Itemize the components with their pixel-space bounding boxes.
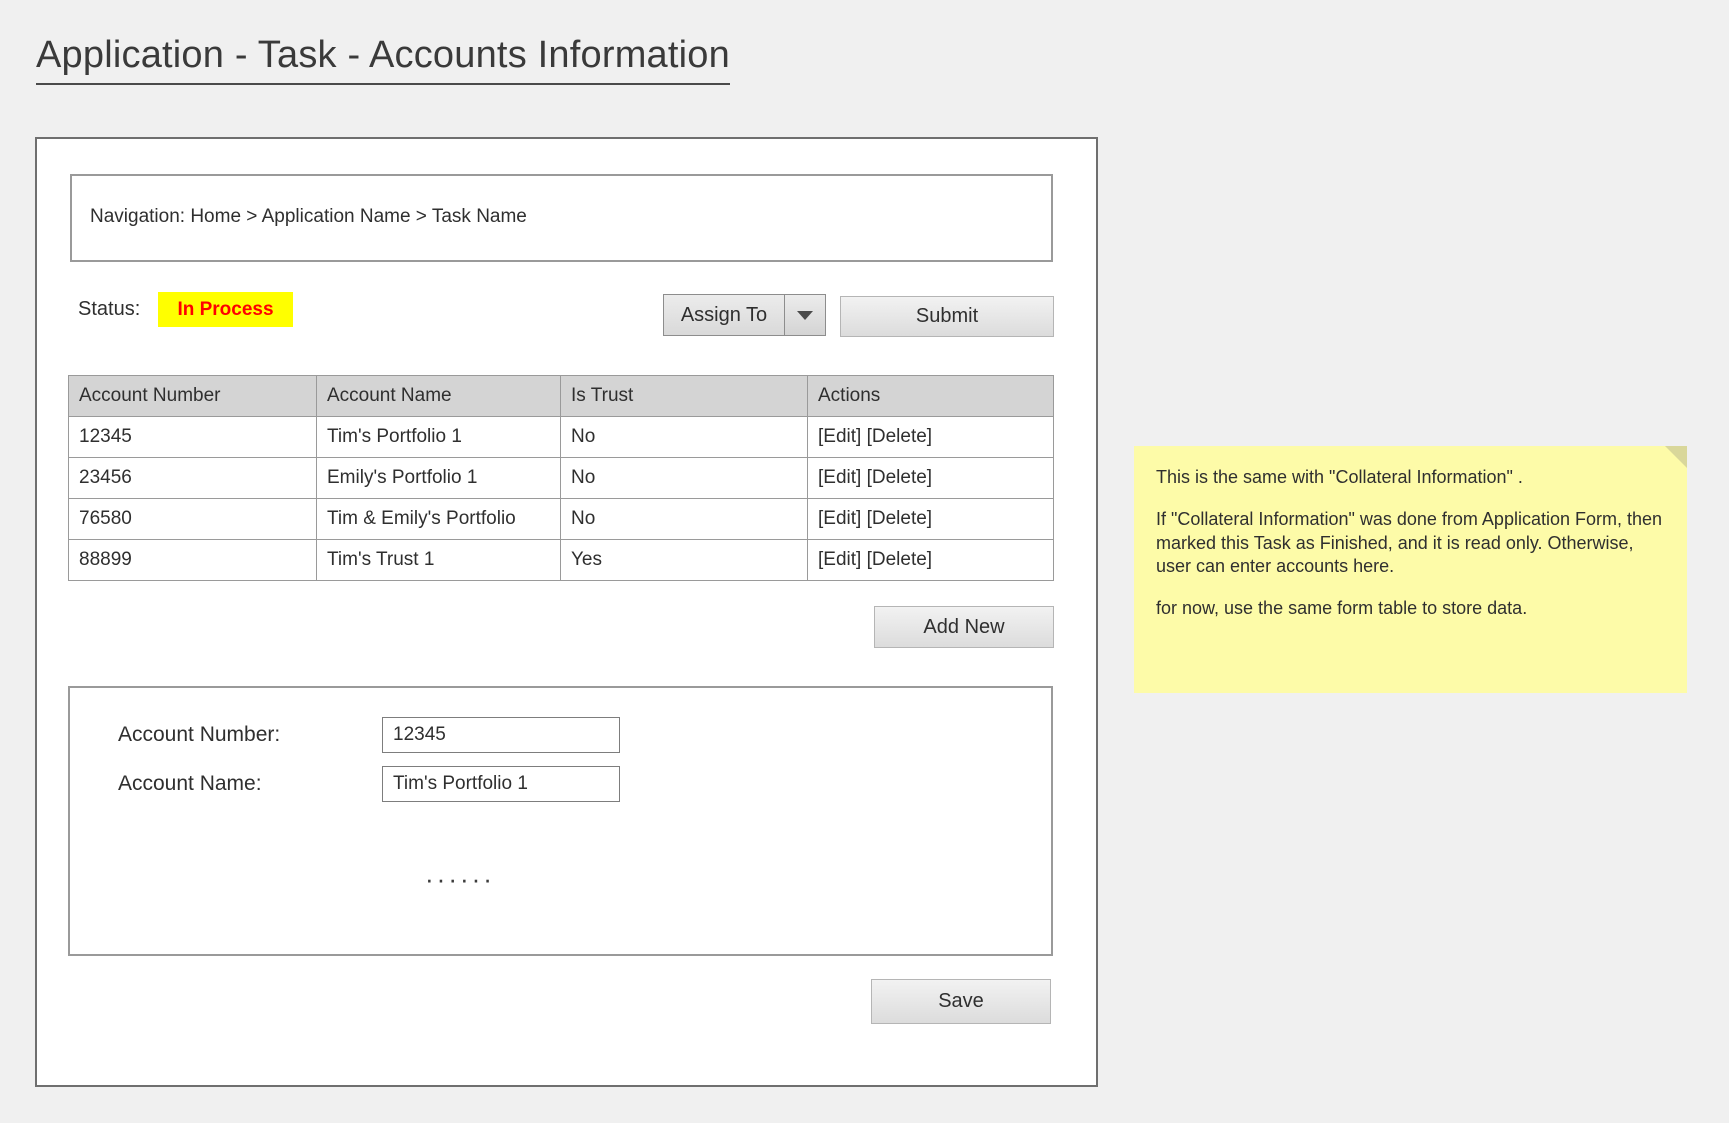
ellipsis-placeholder: ······: [425, 864, 495, 894]
cell-is-trust: No: [561, 417, 808, 458]
edit-link[interactable]: [Edit]: [818, 549, 862, 570]
cell-actions: [808, 458, 1054, 499]
breadcrumb-text: Navigation: Home > Application Name > Task Name: [90, 206, 527, 227]
status-label: Status:: [78, 298, 141, 320]
chevron-down-icon[interactable]: [784, 295, 825, 335]
table-row: [69, 499, 1054, 540]
delete-link[interactable]: [Delete]: [866, 508, 933, 529]
assign-to-label: Assign To: [680, 303, 768, 326]
note-line-1: This is the same with "Collateral Information" .: [1156, 467, 1523, 487]
edit-link[interactable]: [Edit]: [818, 508, 862, 529]
page-title: Application - Task - Accounts Information: [36, 34, 730, 85]
table-header-row: [69, 376, 1054, 417]
accounts-table: [68, 375, 1054, 581]
cell-actions: [808, 499, 1054, 540]
cell-is-trust: Yes: [561, 540, 808, 581]
account-name-label: Account Name:: [118, 772, 262, 795]
column-header-actions: Actions: [808, 376, 1054, 417]
cell-account-number: 76580: [69, 499, 317, 540]
delete-link[interactable]: [Delete]: [866, 549, 933, 570]
cell-account-name: Tim's Portfolio 1: [317, 417, 561, 458]
cell-is-trust: No: [561, 458, 808, 499]
edit-link[interactable]: [Edit]: [818, 467, 862, 488]
table-row: [69, 458, 1054, 499]
cell-account-number: 88899: [69, 540, 317, 581]
submit-button[interactable]: Submit: [840, 296, 1054, 337]
delete-link[interactable]: [Delete]: [866, 467, 933, 488]
account-detail-form: [68, 686, 1053, 956]
account-number-label: Account Number:: [118, 723, 281, 746]
column-header-is-trust: Is Trust: [561, 376, 808, 417]
assign-to-dropdown[interactable]: [663, 294, 826, 336]
cell-account-name: Emily's Portfolio 1: [317, 458, 561, 499]
cell-account-number: 12345: [69, 417, 317, 458]
account-name-input[interactable]: [382, 766, 620, 802]
add-new-button[interactable]: Add New: [874, 606, 1054, 648]
note-line-3: for now, use the same form table to store data.: [1156, 598, 1528, 618]
cell-actions: [808, 540, 1054, 581]
cell-is-trust: No: [561, 499, 808, 540]
delete-link[interactable]: [Delete]: [866, 426, 933, 447]
cell-account-name: Tim & Emily's Portfolio: [317, 499, 561, 540]
table-row: [69, 417, 1054, 458]
breadcrumb: [70, 174, 1053, 262]
cell-actions: [808, 417, 1054, 458]
table-row: [69, 540, 1054, 581]
cell-account-number: 23456: [69, 458, 317, 499]
note-fold-icon: [1665, 446, 1687, 468]
save-button[interactable]: Save: [871, 979, 1051, 1024]
status-badge: In Process: [158, 292, 293, 327]
column-header-account-number: Account Number: [69, 376, 317, 417]
account-number-input[interactable]: [382, 717, 620, 753]
cell-account-name: Tim's Trust 1: [317, 540, 561, 581]
edit-link[interactable]: [Edit]: [818, 426, 862, 447]
annotation-note: [1134, 446, 1687, 693]
column-header-account-name: Account Name: [317, 376, 561, 417]
note-line-2: If "Collateral Information" was done from Application Form, then marked this Task as Finished, and it is read only. Otherwise, user can enter accounts here.: [1156, 508, 1663, 577]
